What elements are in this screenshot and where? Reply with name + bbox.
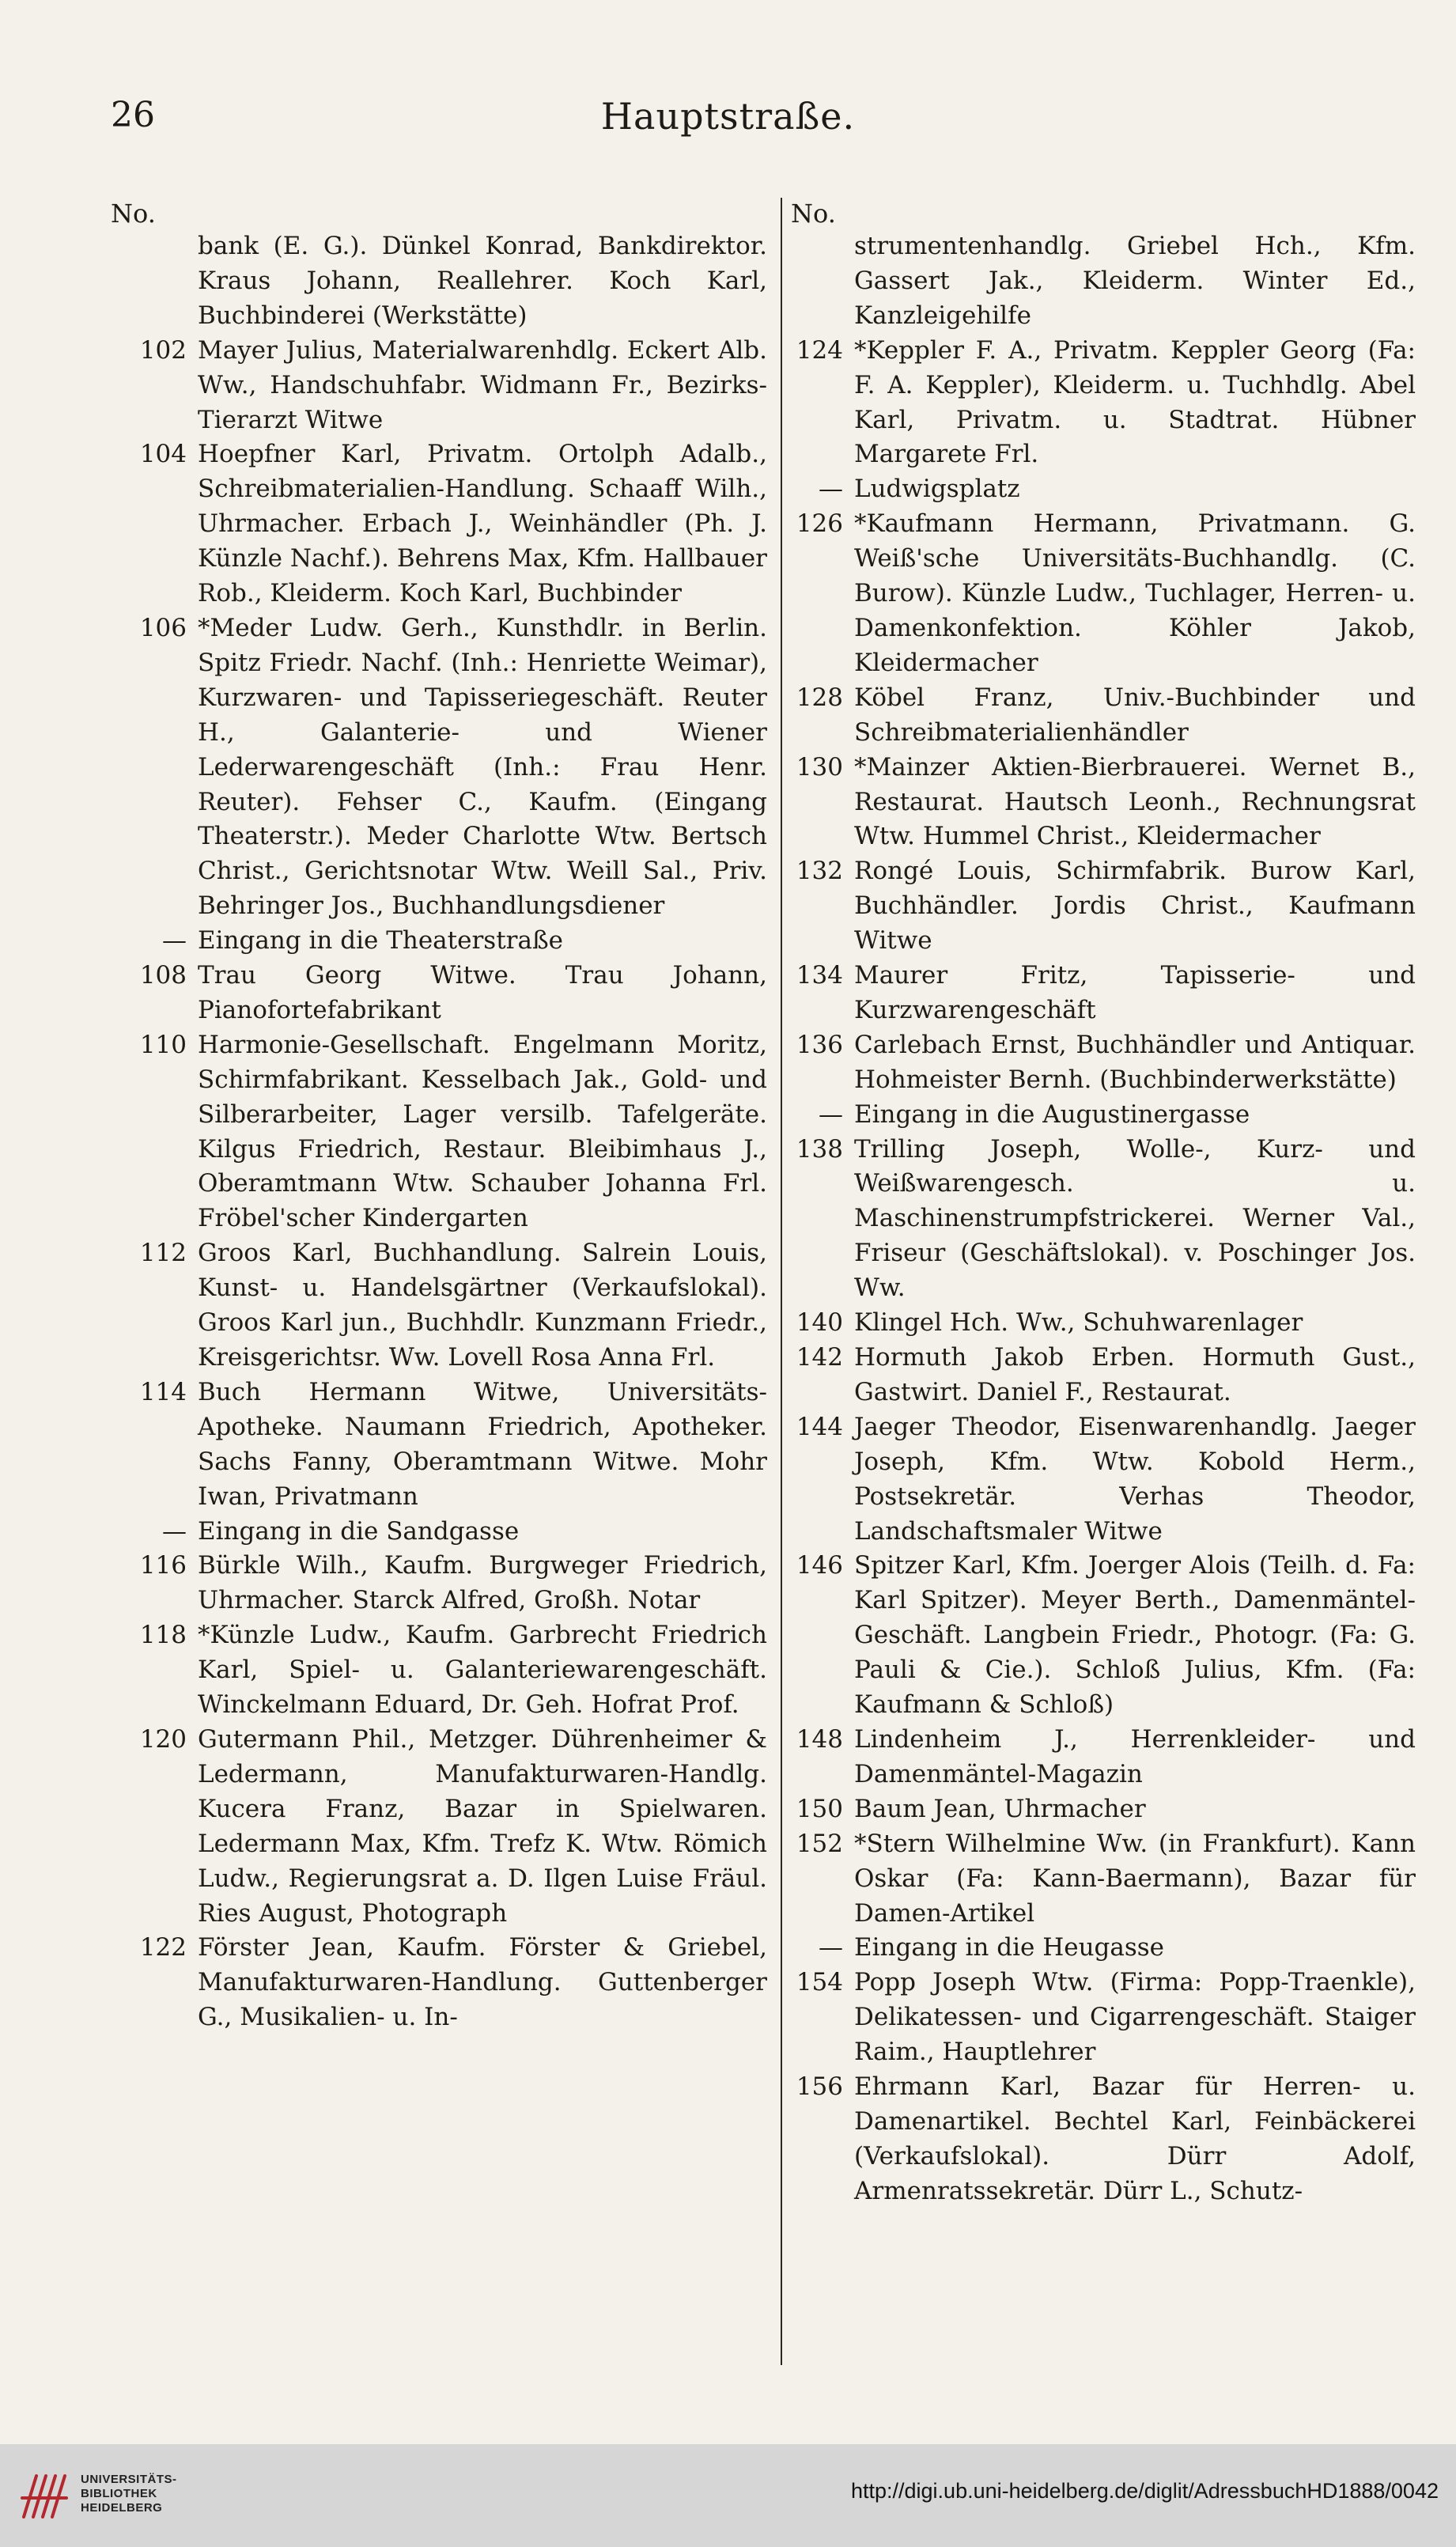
right-column-label: No. xyxy=(791,199,836,229)
directory-entry xyxy=(139,334,767,438)
left-column xyxy=(111,198,767,2365)
entry-text: Förster Jean, Kaufm. Förster & Griebel, Manufakturwaren-Handlung. Guttenberger G., Musikalien- u. In- xyxy=(198,1933,767,2032)
directory-entry xyxy=(791,1723,1416,1792)
column-divider xyxy=(781,198,782,2365)
house-number xyxy=(111,229,198,334)
entry-text: Eingang in die Theaterstraße xyxy=(198,926,564,956)
directory-entry xyxy=(791,681,1416,751)
directory-entry xyxy=(791,959,1416,1028)
entry-text: *Künzle Ludw., Kaufm. Garbrecht Friedrich Karl, Spiel- u. Galanteriewarengeschäft. Winckelmann Eduard, Dr. Geh. Hofrat Prof. xyxy=(198,1621,767,1720)
entry-text: Eingang in die Heugasse xyxy=(854,1933,1165,1962)
entry-text: Rongé Louis, Schirmfabrik. Burow Karl, Buchhändler. Jordis Christ., Kaufmann Witwe xyxy=(854,857,1416,956)
directory-entry xyxy=(791,472,1416,507)
directory-entry xyxy=(139,1028,767,1236)
directory-entry xyxy=(791,1098,1416,1133)
running-head: Hauptstraße. xyxy=(600,95,856,138)
page-number: 26 xyxy=(111,95,155,135)
entry-text: *Mainzer Aktien-Bierbrauerei. Wernet B., Restaurat. Hautsch Leonh., Rechnungsrat Wtw. Hummel Christ., Kleidermacher xyxy=(854,752,1416,851)
house-number: 112 xyxy=(139,1239,187,1268)
directory-entry xyxy=(791,1028,1416,1098)
entry-text: strumentenhandlg. Griebel Hch., Kfm. Gassert Jak., Kleiderm. Winter Ed., Kanzleigehilfe xyxy=(854,232,1416,330)
entry-text: Carlebach Ernst, Buchhändler und Antiquar. Hohmeister Bernh. (Buchbinderwerkstätte) xyxy=(854,1030,1416,1094)
directory-entry xyxy=(791,507,1416,681)
logo-line-2: BIBLIOTHEK xyxy=(81,2487,157,2500)
house-number: — xyxy=(162,926,187,956)
left-column-label: No. xyxy=(111,199,156,229)
house-number: 152 xyxy=(796,1829,843,1858)
library-logo-icon xyxy=(17,2466,74,2523)
logo-line-3: HEIDELBERG xyxy=(81,2501,163,2515)
entry-text: Köbel Franz, Univ.-Buchbinder und Schreibmaterialienhändler xyxy=(854,683,1416,747)
entry-text: bank (E. G.). Dünkel Konrad, Bankdirektor. Kraus Johann, Reallehrer. Koch Karl, Buchbinderei (Werkstätte) xyxy=(198,232,767,330)
directory-entry xyxy=(791,1306,1416,1341)
left-column-entries xyxy=(111,229,767,2035)
entry-text: *Stern Wilhelmine Ww. (in Frankfurt). Kann Oskar (Fa: Kann-Baermann), Bazar für Damen-Artikel xyxy=(854,1829,1416,1928)
directory-entry xyxy=(791,2070,1416,2209)
entry-text: Baum Jean, Uhrmacher xyxy=(854,1794,1146,1823)
entry-text: *Meder Ludw. Gerh., Kunsthdlr. in Berlin. Spitz Friedr. Nachf. (Inh.: Henriette Weimar), Kurzwaren- und Tapisseriegeschäft. Reuter H., Galanterie- und Wiener Lederwarengeschäft (Inh.: Frau Henr. Reuter). Fehser C., Kaufm. (Eingang Theaterstr.). Meder Charlotte Wtw. Bertsch Christ., Gerichtsnotar Wtw. Weill Sal., Priv. Behringer Jos., Buchhandlungsdiener xyxy=(198,613,767,921)
directory-entry xyxy=(139,611,767,924)
entry-text: Mayer Julius, Materialwarenhdlg. Eckert Alb. Ww., Handschuhfabr. Widmann Fr., Bezirks-Tierarzt Witwe xyxy=(198,335,767,434)
directory-entry xyxy=(791,854,1416,959)
house-number: — xyxy=(162,1516,187,1546)
entry-text: Lindenheim J., Herrenkleider- und Damenmäntel-Magazin xyxy=(854,1724,1416,1788)
house-number: 120 xyxy=(139,1724,187,1754)
entry-text: Trilling Joseph, Wolle-, Kurz- und Weißwarengesch. u. Maschinenstrumpfstrickerei. Werner Val., Friseur (Geschäftslokal). v. Poschinger Jos. Ww. xyxy=(854,1134,1416,1303)
house-number: 106 xyxy=(139,613,187,642)
house-number: 128 xyxy=(796,683,843,712)
entry-text: Ludwigsplatz xyxy=(854,475,1020,504)
entry-text: *Keppler F. A., Privatm. Keppler Georg (Fa: F. A. Keppler), Kleiderm. u. Tuchhdlg. Abel Karl, Privatm. u. Stadtrat. Hübner Margarete Frl. xyxy=(854,335,1416,469)
entry-text: Klingel Hch. Ww., Schuhwarenlager xyxy=(854,1308,1303,1338)
directory-entry xyxy=(791,1410,1416,1550)
footer-bar xyxy=(0,2444,1456,2547)
entry-text: Harmonie-Gesellschaft. Engelmann Moritz, Schirmfabrikant. Kesselbach Jak., Gold- und Silberarbeiter, Lager versilb. Tafelgeräte. Kilgus Friedrich, Restaur. Bleibimhaus J., Oberamtmann Wtw. Schauber Johanna Frl. Fröbel'scher Kindergarten xyxy=(198,1030,767,1233)
house-number: 110 xyxy=(139,1030,187,1059)
entry-text: Hormuth Jakob Erben. Hormuth Gust., Gastwirt. Daniel F., Restaurat. xyxy=(854,1343,1416,1406)
house-number: 144 xyxy=(796,1412,843,1441)
entry-text: Popp Joseph Wtw. (Firma: Popp-Traenkle), Delikatessen- und Cigarrengeschäft. Staiger Raim., Hauptlehrer xyxy=(854,1968,1416,2067)
house-number: 154 xyxy=(796,1968,843,1997)
house-number: 116 xyxy=(139,1551,187,1580)
house-number: 148 xyxy=(796,1724,843,1754)
entry-text: Gutermann Phil., Metzger. Dührenheimer & Ledermann, Manufakturwaren-Handlg. Kucera Franz, Bazar in Spielwaren. Ledermann Max, Kfm. Trefz K. Wtw. Römich Ludw., Regierungsrat a. D. Ilgen Luise Fräul. Ries August, Photograph xyxy=(198,1724,767,1928)
entry-text: Ehrmann Karl, Bazar für Herren- u. Damenartikel. Bechtel Karl, Feinbäckerei (Verkaufslokal). Dürr Adolf, Armenratssekretär. Dürr L., Schutz- xyxy=(854,2072,1416,2205)
directory-entry xyxy=(139,1236,767,1376)
right-column-entries xyxy=(791,229,1416,2209)
entry-text: Groos Karl, Buchhandlung. Salrein Louis, Kunst- u. Handelsgärtner (Verkaufslokal). Groos Karl jun., Buchhdlr. Kunzmann Friedr., Kreisgerichtsr. Ww. Lovell Rosa Anna Frl. xyxy=(198,1239,767,1372)
directory-entry xyxy=(139,1723,767,1931)
house-number: 132 xyxy=(796,857,843,886)
directory-entry xyxy=(198,229,767,334)
directory-entry xyxy=(791,1966,1416,2070)
directory-entry xyxy=(162,924,767,959)
logo-line-1: UNIVERSITÄTS- xyxy=(81,2473,177,2486)
source-url-link[interactable]: http://digi.ub.uni-heidelberg.de/diglit/AdressbuchHD1888/0042 xyxy=(850,2479,1439,2503)
directory-entry xyxy=(791,229,1416,334)
house-number: — xyxy=(819,1933,843,1962)
entry-text: Hoepfner Karl, Privatm. Ortolph Adalb., Schreibmaterialien-Handlung. Schaaff Wilh., Uhrmacher. Erbach J., Weinhändler (Ph. J. Künzle Nachf.). Behrens Max, Kfm. Hallbauer Rob., Kleiderm. Koch Karl, Buchbinder xyxy=(198,440,767,608)
house-number: 122 xyxy=(139,1933,187,1962)
house-number: — xyxy=(819,1099,843,1129)
directory-entry xyxy=(791,1827,1416,1932)
directory-entry xyxy=(791,751,1416,855)
directory-entry xyxy=(791,1133,1416,1307)
entry-text: Spitzer Karl, Kfm. Joerger Alois (Teilh. d. Fa: Karl Spitzer). Meyer Berth., Damenmäntel-Geschäft. Langbein Friedr., Photogr. (Fa: G. Pauli & Cie.). Schloß Julius, Kfm. (Fa: Kaufmann & Schloß) xyxy=(854,1551,1416,1720)
directory-entry xyxy=(139,1931,767,2035)
house-number: 150 xyxy=(796,1794,843,1823)
directory-entry xyxy=(139,1376,767,1515)
house-number: 130 xyxy=(796,752,843,782)
directory-entry xyxy=(162,1515,767,1550)
house-number: 104 xyxy=(139,440,187,469)
house-number: 102 xyxy=(139,335,187,365)
house-number: 138 xyxy=(796,1134,843,1164)
house-number: 114 xyxy=(139,1377,187,1406)
directory-entry xyxy=(139,437,767,611)
right-column xyxy=(791,198,1416,2365)
directory-entry xyxy=(791,1341,1416,1410)
entry-text: *Kaufmann Hermann, Privatmann. G. Weiß'sche Universitäts-Buchhandlg. (C. Burow). Künzle Ludw., Tuchlager, Herren- u. Damenkonfektion. Köhler Jakob, Kleidermacher xyxy=(854,509,1416,677)
directory-entry xyxy=(139,1618,767,1723)
directory-entry xyxy=(791,334,1416,473)
house-number xyxy=(791,229,854,334)
entry-text: Bürkle Wilh., Kaufm. Burgweger Friedrich, Uhrmacher. Starck Alfred, Großh. Notar xyxy=(198,1551,767,1615)
directory-entry xyxy=(791,1931,1416,1966)
house-number: 126 xyxy=(796,509,843,539)
house-number: 142 xyxy=(796,1343,843,1372)
house-number: 140 xyxy=(796,1308,843,1338)
house-number: — xyxy=(819,475,843,504)
page-header xyxy=(0,95,1456,142)
entry-text: Buch Hermann Witwe, Universitäts-Apotheke. Naumann Friedrich, Apotheker. Sachs Fanny, Oberamtmann Witwe. Mohr Iwan, Privatmann xyxy=(198,1377,767,1511)
house-number: 108 xyxy=(139,961,187,990)
library-logo-text xyxy=(81,2473,177,2515)
house-number: 134 xyxy=(796,961,843,990)
house-number: 118 xyxy=(139,1621,187,1650)
entry-text: Eingang in die Sandgasse xyxy=(198,1516,520,1546)
directory-entry xyxy=(139,1549,767,1618)
entry-text: Eingang in die Augustinergasse xyxy=(854,1099,1250,1129)
entry-text: Maurer Fritz, Tapisserie- und Kurzwarengeschäft xyxy=(854,961,1416,1024)
house-number: 156 xyxy=(796,2072,843,2102)
directory-entry xyxy=(791,1549,1416,1723)
house-number: 146 xyxy=(796,1551,843,1580)
house-number: 124 xyxy=(796,335,843,365)
entry-text: Trau Georg Witwe. Trau Johann, Pianofortefabrikant xyxy=(198,961,767,1024)
directory-entry xyxy=(791,1792,1416,1827)
entry-text: Jaeger Theodor, Eisenwarenhandlg. Jaeger Joseph, Kfm. Wtw. Kobold Herm., Postsekretär. Verhas Theodor, Landschaftsmaler Witwe xyxy=(854,1412,1416,1546)
directory-entry xyxy=(139,959,767,1028)
house-number: 136 xyxy=(796,1030,843,1059)
